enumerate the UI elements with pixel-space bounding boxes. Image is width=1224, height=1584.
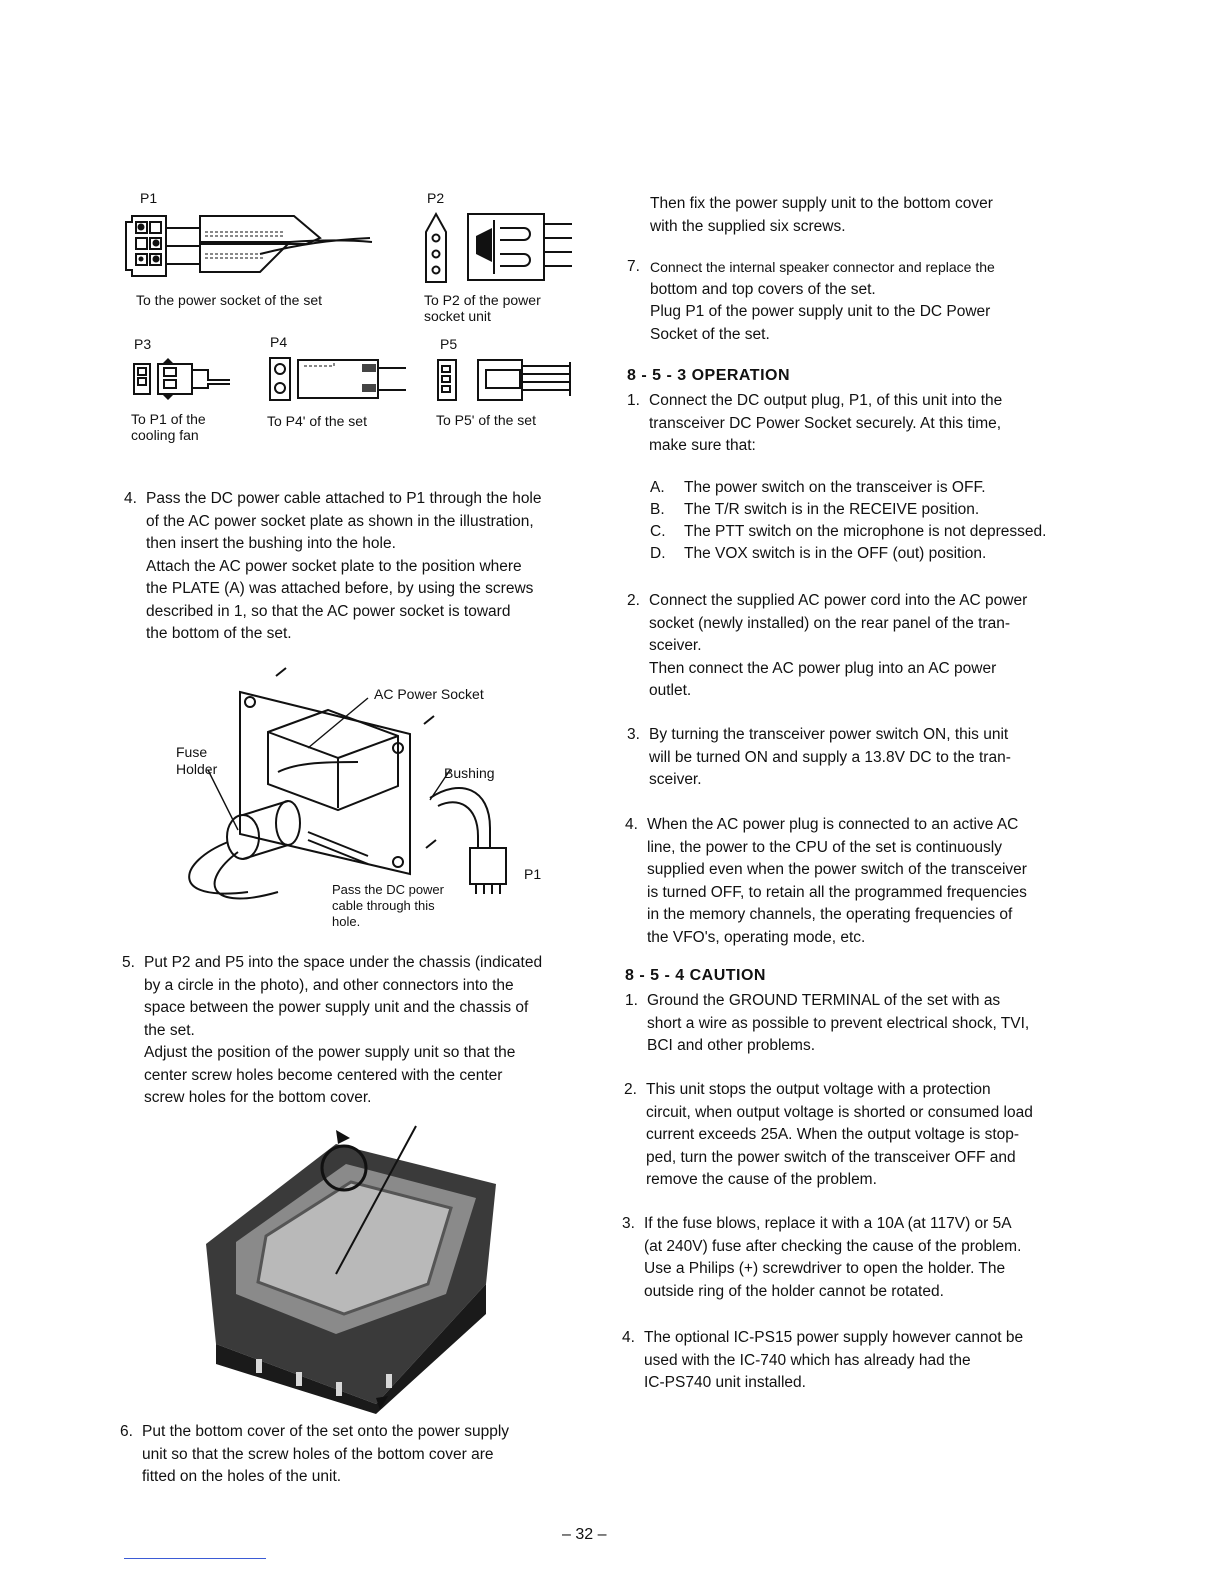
text-line: ped, turn the power switch of the transceiver OFF and — [646, 1148, 1016, 1166]
p3-caption-line1: To P1 of the — [131, 411, 206, 427]
text-line: Put P2 and P5 into the space under the chassis (indicated — [144, 954, 543, 971]
text-line: BCI and other problems. — [647, 1037, 816, 1054]
text-line: is turned OFF, to retain all the programmed frequencies — [647, 883, 1027, 901]
text-line: short a wire as possible to prevent electrical shock, TVI, — [647, 1014, 1030, 1032]
text-line: with the supplied six screws. — [650, 217, 846, 235]
checklist-text: The T/R switch is in the RECEIVE position. — [684, 501, 980, 518]
p4-connector-drawing — [266, 354, 416, 404]
text-line: will be turned ON and supply a 13.8V DC to the tran- — [649, 748, 1011, 766]
checklist-key: B. — [650, 501, 665, 518]
p3-tag: P3 — [134, 336, 152, 352]
p5-connector-drawing — [432, 356, 582, 404]
text-line: line, the power to the CPU of the set is continuously — [647, 838, 1002, 856]
p5-caption: To P5' of the set — [436, 412, 536, 428]
text-line: described in 1, so that the AC power socket is toward — [146, 602, 511, 620]
text-line: used with the IC-740 which has already had the — [644, 1351, 971, 1369]
text-line: current exceeds 25A. When the output voltage is stop- — [646, 1126, 1020, 1143]
power-supply-photo — [196, 1124, 506, 1414]
text-line: the VFO's, operating mode, etc. — [647, 928, 866, 946]
ac-power-socket-label: AC Power Socket — [374, 686, 484, 702]
text-line: Adjust the position of the power supply unit so that the — [144, 1044, 516, 1061]
text-line: outside ring of the holder cannot be rotated. — [644, 1282, 944, 1300]
checklist-key: A. — [650, 479, 665, 496]
operation-step-3 — [627, 724, 1079, 792]
step-number: 5. — [122, 954, 135, 971]
text-line: (at 240V) fuse after checking the cause of the problem. — [644, 1237, 1022, 1255]
text-line: Ground the GROUND TERMINAL of the set with as — [647, 992, 1001, 1009]
p3-caption-line2: cooling fan — [131, 427, 199, 443]
text-line: then insert the bushing into the hole. — [146, 535, 396, 552]
step-number: 7. — [627, 258, 640, 275]
text-line: socket (newly installed) on the rear panel of the tran- — [649, 614, 1010, 632]
caution-step-3 — [622, 1213, 1079, 1303]
right-intro — [650, 193, 1080, 238]
step-number: 1. — [627, 392, 640, 409]
p1-plug-label: P1 — [524, 866, 542, 882]
operation-step-1 — [627, 390, 1079, 458]
p2-caption-line1: To P2 of the power — [424, 292, 541, 308]
checklist-item — [650, 521, 1080, 543]
text-line: remove the cause of the problem. — [646, 1171, 877, 1188]
checklist-text: The power switch on the transceiver is OFF. — [684, 479, 986, 496]
text-line: the bottom of the set. — [146, 625, 292, 642]
text-line: fitted on the holes of the unit. — [142, 1468, 342, 1485]
left-step-6 — [120, 1421, 580, 1489]
step-number: 3. — [622, 1215, 635, 1232]
step-number: 2. — [627, 592, 640, 609]
p4-tag: P4 — [270, 334, 288, 350]
left-step-5 — [122, 952, 582, 1110]
checklist-key: C. — [650, 523, 666, 540]
left-step-4 — [124, 488, 584, 646]
p1-tag: P1 — [140, 190, 158, 206]
note-line: Pass the DC power — [332, 882, 444, 897]
right-step-7 — [627, 256, 1077, 346]
checklist-item — [650, 543, 1080, 565]
p4-caption: To P4' of the set — [267, 413, 367, 429]
p3-connector-drawing — [128, 356, 238, 402]
text-line: of the AC power socket plate as shown in the illustration, — [146, 512, 534, 530]
step-number: 1. — [625, 992, 638, 1009]
p2-connector-drawing — [420, 210, 580, 286]
text-line: The optional IC-PS15 power supply however cannot be — [644, 1329, 1024, 1346]
text-line: This unit stops the output voltage with a protection — [646, 1081, 991, 1098]
step-number: 4. — [124, 490, 137, 507]
text-line: space between the power supply unit and the chassis of — [144, 999, 529, 1016]
checklist-text: The VOX switch is in the OFF (out) position. — [684, 545, 987, 562]
p5-tag: P5 — [440, 336, 458, 352]
pass-cable-note — [332, 882, 444, 930]
operation-step-4 — [625, 814, 1079, 949]
text-line: bottom and top covers of the set. — [650, 280, 876, 298]
text-line: in the memory channels, the operating frequencies of — [647, 906, 1013, 923]
caution-step-1 — [625, 990, 1079, 1058]
operation-checklist — [650, 477, 1080, 565]
page-number: – 32 – — [562, 1526, 607, 1543]
text-line: Then connect the AC power plug into an AC power — [649, 659, 997, 677]
text-line: By turning the transceiver power switch ON, this unit — [649, 726, 1009, 743]
note-line: cable through this — [332, 898, 435, 913]
p2-caption-line2: socket unit — [424, 308, 491, 324]
text-line: Attach the AC power socket plate to the position where — [146, 557, 522, 575]
text-line: by a circle in the photo), and other connectors into the — [144, 976, 514, 994]
p2-tag: P2 — [427, 190, 445, 206]
text-line: the set. — [144, 1021, 195, 1039]
text-line: outlet. — [649, 682, 692, 699]
checklist-item — [650, 499, 1080, 521]
text-line: sceiver. — [649, 771, 702, 788]
text-line: Use a Philips (+) screwdriver to open the holder. The — [644, 1260, 1006, 1277]
text-line: Connect the supplied AC power cord into the AC power — [649, 592, 1028, 609]
text-line: Connect the internal speaker connector and replace the — [650, 259, 995, 275]
text-line: supplied even when the power switch of the transceiver — [647, 861, 1027, 878]
text-line: If the fuse blows, replace it with a 10A (at 117V) or 5A — [644, 1215, 1012, 1232]
p1-caption: To the power socket of the set — [136, 292, 322, 308]
text-line: Put the bottom cover of the set onto the power supply — [142, 1423, 510, 1440]
step-number: 4. — [622, 1329, 635, 1346]
step-number: 3. — [627, 726, 640, 743]
operation-heading: 8 - 5 - 3 OPERATION — [627, 367, 791, 384]
fuse-holder-label-line2: Holder — [176, 761, 218, 777]
text-line: Then fix the power supply unit to the bottom cover — [650, 195, 993, 212]
checklist-item — [650, 477, 1080, 499]
text-line: When the AC power plug is connected to an active AC — [647, 816, 1019, 833]
step-number: 4. — [625, 816, 638, 833]
text-line: circuit, when output voltage is shorted or consumed load — [646, 1103, 1033, 1121]
footer-rule — [124, 1558, 266, 1559]
text-line: Socket of the set. — [650, 325, 770, 343]
p1-connector-drawing — [110, 206, 380, 286]
note-line: hole. — [332, 914, 361, 929]
text-line: the PLATE (A) was attached before, by using the screws — [146, 580, 534, 597]
text-line: unit so that the screw holes of the bottom cover are — [142, 1445, 494, 1463]
text-line: IC-PS740 unit installed. — [644, 1374, 806, 1391]
caution-heading: 8 - 5 - 4 CAUTION — [625, 967, 766, 984]
operation-step-2 — [627, 590, 1079, 703]
text-line: Plug P1 of the power supply unit to the DC Power — [650, 303, 991, 320]
text-line: Connect the DC output plug, P1, of this unit into the — [649, 392, 1003, 409]
text-line: screw holes for the bottom cover. — [144, 1089, 372, 1106]
caution-step-4 — [622, 1327, 1079, 1395]
caution-step-2 — [624, 1079, 1079, 1192]
step-number: 6. — [120, 1423, 133, 1440]
text-line: center screw holes become centered with the center — [144, 1066, 503, 1084]
checklist-text: The PTT switch on the microphone is not depressed. — [684, 523, 1047, 540]
text-line: make sure that: — [649, 437, 756, 454]
step-number: 2. — [624, 1081, 637, 1098]
text-line: Pass the DC power cable attached to P1 through the hole — [146, 490, 542, 507]
checklist-key: D. — [650, 545, 666, 562]
text-line: sceiver. — [649, 637, 702, 654]
bushing-label: Bushing — [444, 765, 495, 781]
fuse-holder-label-line1: Fuse — [176, 744, 208, 760]
text-line: transceiver DC Power Socket securely. At this time, — [649, 414, 1002, 432]
